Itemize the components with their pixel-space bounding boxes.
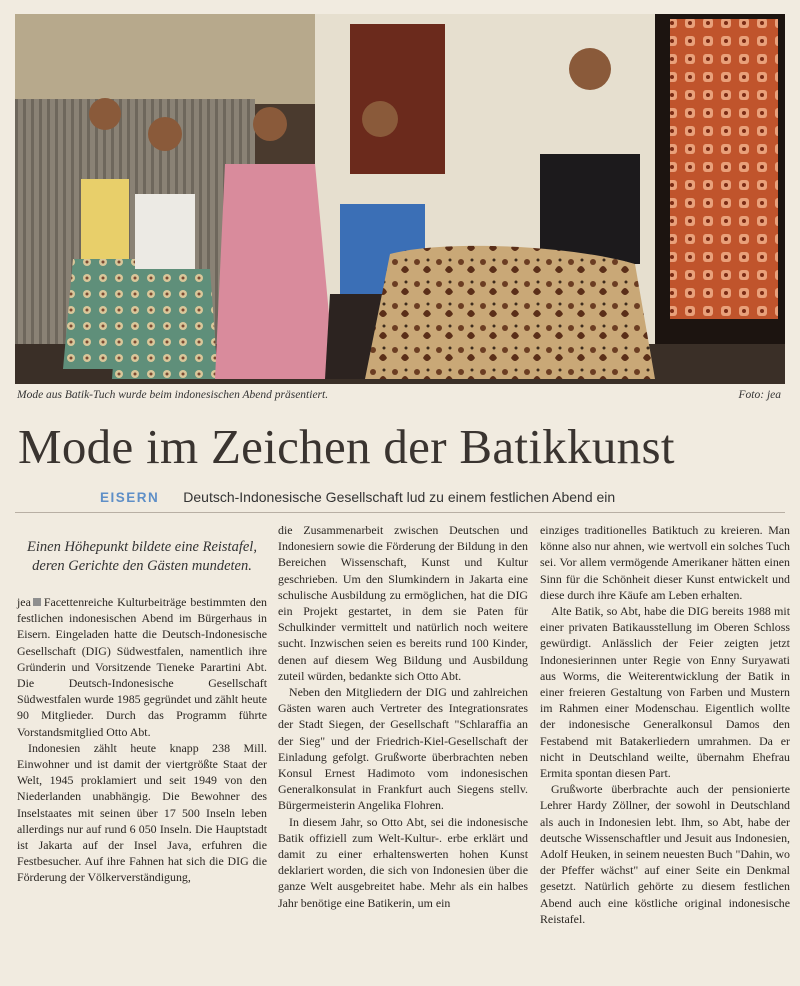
column-3: [540, 522, 790, 927]
paragraph: Alte Batik, so Abt, habe die DIG bereits 1988 mit einer privaten Batikausstellung im Oberen Schloss gewürdigt. Anlässlich der Feier zeigten jetzt Indonesierinnen unter Regie von Enny Suryawati aus Worms, die Weiterentwicklung der Batik in einer freieren Gestaltung von Farben und Mustern im Rahmen einer Modenschau. Eigentlich wollte der indonesische Generalkonsul Damos den Festabend mit Batakerliedern umrahmen. Da er nicht in Deutschland weilte, übernahm Ehefrau Ermita spontan diesen Part.: [540, 604, 790, 781]
subtitle: Deutsch-Indonesische Gesellschaft lud zu einem festlichen Abend ein: [183, 489, 616, 505]
location-kicker: EISERN: [100, 490, 160, 505]
pull-quote: Einen Höhepunkt bildete eine Reistafel, deren Gerichte den Gästen mundeten.: [27, 539, 257, 574]
caption-text: Mode aus Batik-Tuch wurde beim indonesischen Abend präsentiert.: [17, 389, 329, 401]
photo-caption: [17, 389, 783, 401]
column-2: [278, 522, 528, 911]
paragraph: In diesem Jahr, so Otto Abt, sei die indonesische Batik offiziell zum Welt-Kultur-. erbe erklärt und damit zu einer erhaltenswerten hohen Kunst deklariert worden, die sich von Indonesien über die ganze Welt ausgebreitet habe. Mehr als ein halbes Jahr benötige eine Batikerin, um ein: [278, 814, 528, 910]
divider: [15, 512, 785, 513]
author-tag: jea: [17, 595, 31, 609]
square-bullet-icon: [33, 598, 41, 606]
subheadline: [100, 489, 615, 507]
headline: Mode im Zeichen der Batikkunst: [18, 419, 675, 474]
fashion-show-photo: [15, 14, 785, 384]
paragraph: Neben den Mitgliedern der DIG und zahlreichen Gästen waren auch Vertreter des Integrationsrates der Stadt Siegen, der Gesellschaft "Schlaraffia an der Sieg" und der Friedrich-Kiel-Gesellschaft der Einladung gefolgt. Grußworte überbrachten neben Konsul Ernest Hadimoto vom indonesischen Generalkonsulat in Frankfurt auch Siegens stellv. Bürgermeisterin Angelika Flohren.: [278, 685, 528, 813]
paragraph: die Zusammenarbeit zwischen Deutschen und Indonesiern sowie die Förderung der Bildung in den Bereichen Wissenschaft, Kunst und Kultur geschrieben. Um den Slumkindern in Jakarta eine schulische Ausbildung zu ermöglichen, hat die DIG ein Projekt gestartet, in dem sie Paten für Schulkinder vermittelt und natürlich noch weitere sucht. Inzwischen seien es bereits rund 100 Kinder, denen auf diesem Weg Bildung und Ausbildung zuteil würden, bedankte sich Otto Abt.: [278, 523, 528, 683]
column-1: [17, 522, 267, 886]
paragraph: [17, 594, 267, 740]
paragraph: Grußworte überbrachte auch der pensionierte Lehrer Hardy Zöllner, der sowohl in Deutschland als auch in Indonesien lebt. Ihm, so Abt, habe der deutsche Wissenschaftler und Jesuit aus Indonesien, Adolf Heuken, in seinem neuesten Buch "Dahin, wo der Pfeffer wächst" auf einer Seite ein Denkmal gesetzt. Natürlich gehörte zu diesem festlichen Abend auch eine köstliche original indonesische Reistafel.: [540, 782, 790, 926]
paragraph: einziges traditionelles Batiktuch zu kreieren. Man könne also nur ahnen, wie wertvoll ein solches Tuch sei. Vor allem vermögende Amerikaner hätten einen Sinn für die Schönheit dieser Kunst entwickelt und diese durch ihre Käufe am Leben erhalten.: [540, 523, 790, 602]
photo-credit: Foto: jea: [738, 389, 781, 401]
photo-illustration: [15, 14, 785, 384]
paragraph: Indonesien zählt heute knapp 238 Mill. Einwohner und ist damit der viertgrößte Staat der Welt, 1945 proklamiert und seit 1949 von den Niederlanden unabhängig. Die Bewohner des Inselstaates mit seinen über 17 500 Inseln leben allerdings nur auf rund 6 050 Inseln. Die Hauptstadt ist Jakarta auf der Insel Java, erfuhren die Festbesucher. Auf ihre Fahnen hat sich die DIG die Förderung der Völkerverständigung,: [17, 740, 267, 885]
paragraph-text: Facettenreiche Kulturbeiträge bestimmten den festlichen indonesischen Abend im Bürgerhaus in Eisern. Eingeladen hatte die Deutsch-Indonesische Gesellschaft (DIG) Südwestfalen, namentlich ihre Gründerin und Vorsitzende Tieneke Parartini Abt. Die Deutsch-Indonesische Gesellschaft Südwestfalen wurde 1985 gegründet und zählt heute 90 Mitglieder. Durch das Programm führte Vorstandsmitglied Otto Abt.: [17, 595, 267, 739]
